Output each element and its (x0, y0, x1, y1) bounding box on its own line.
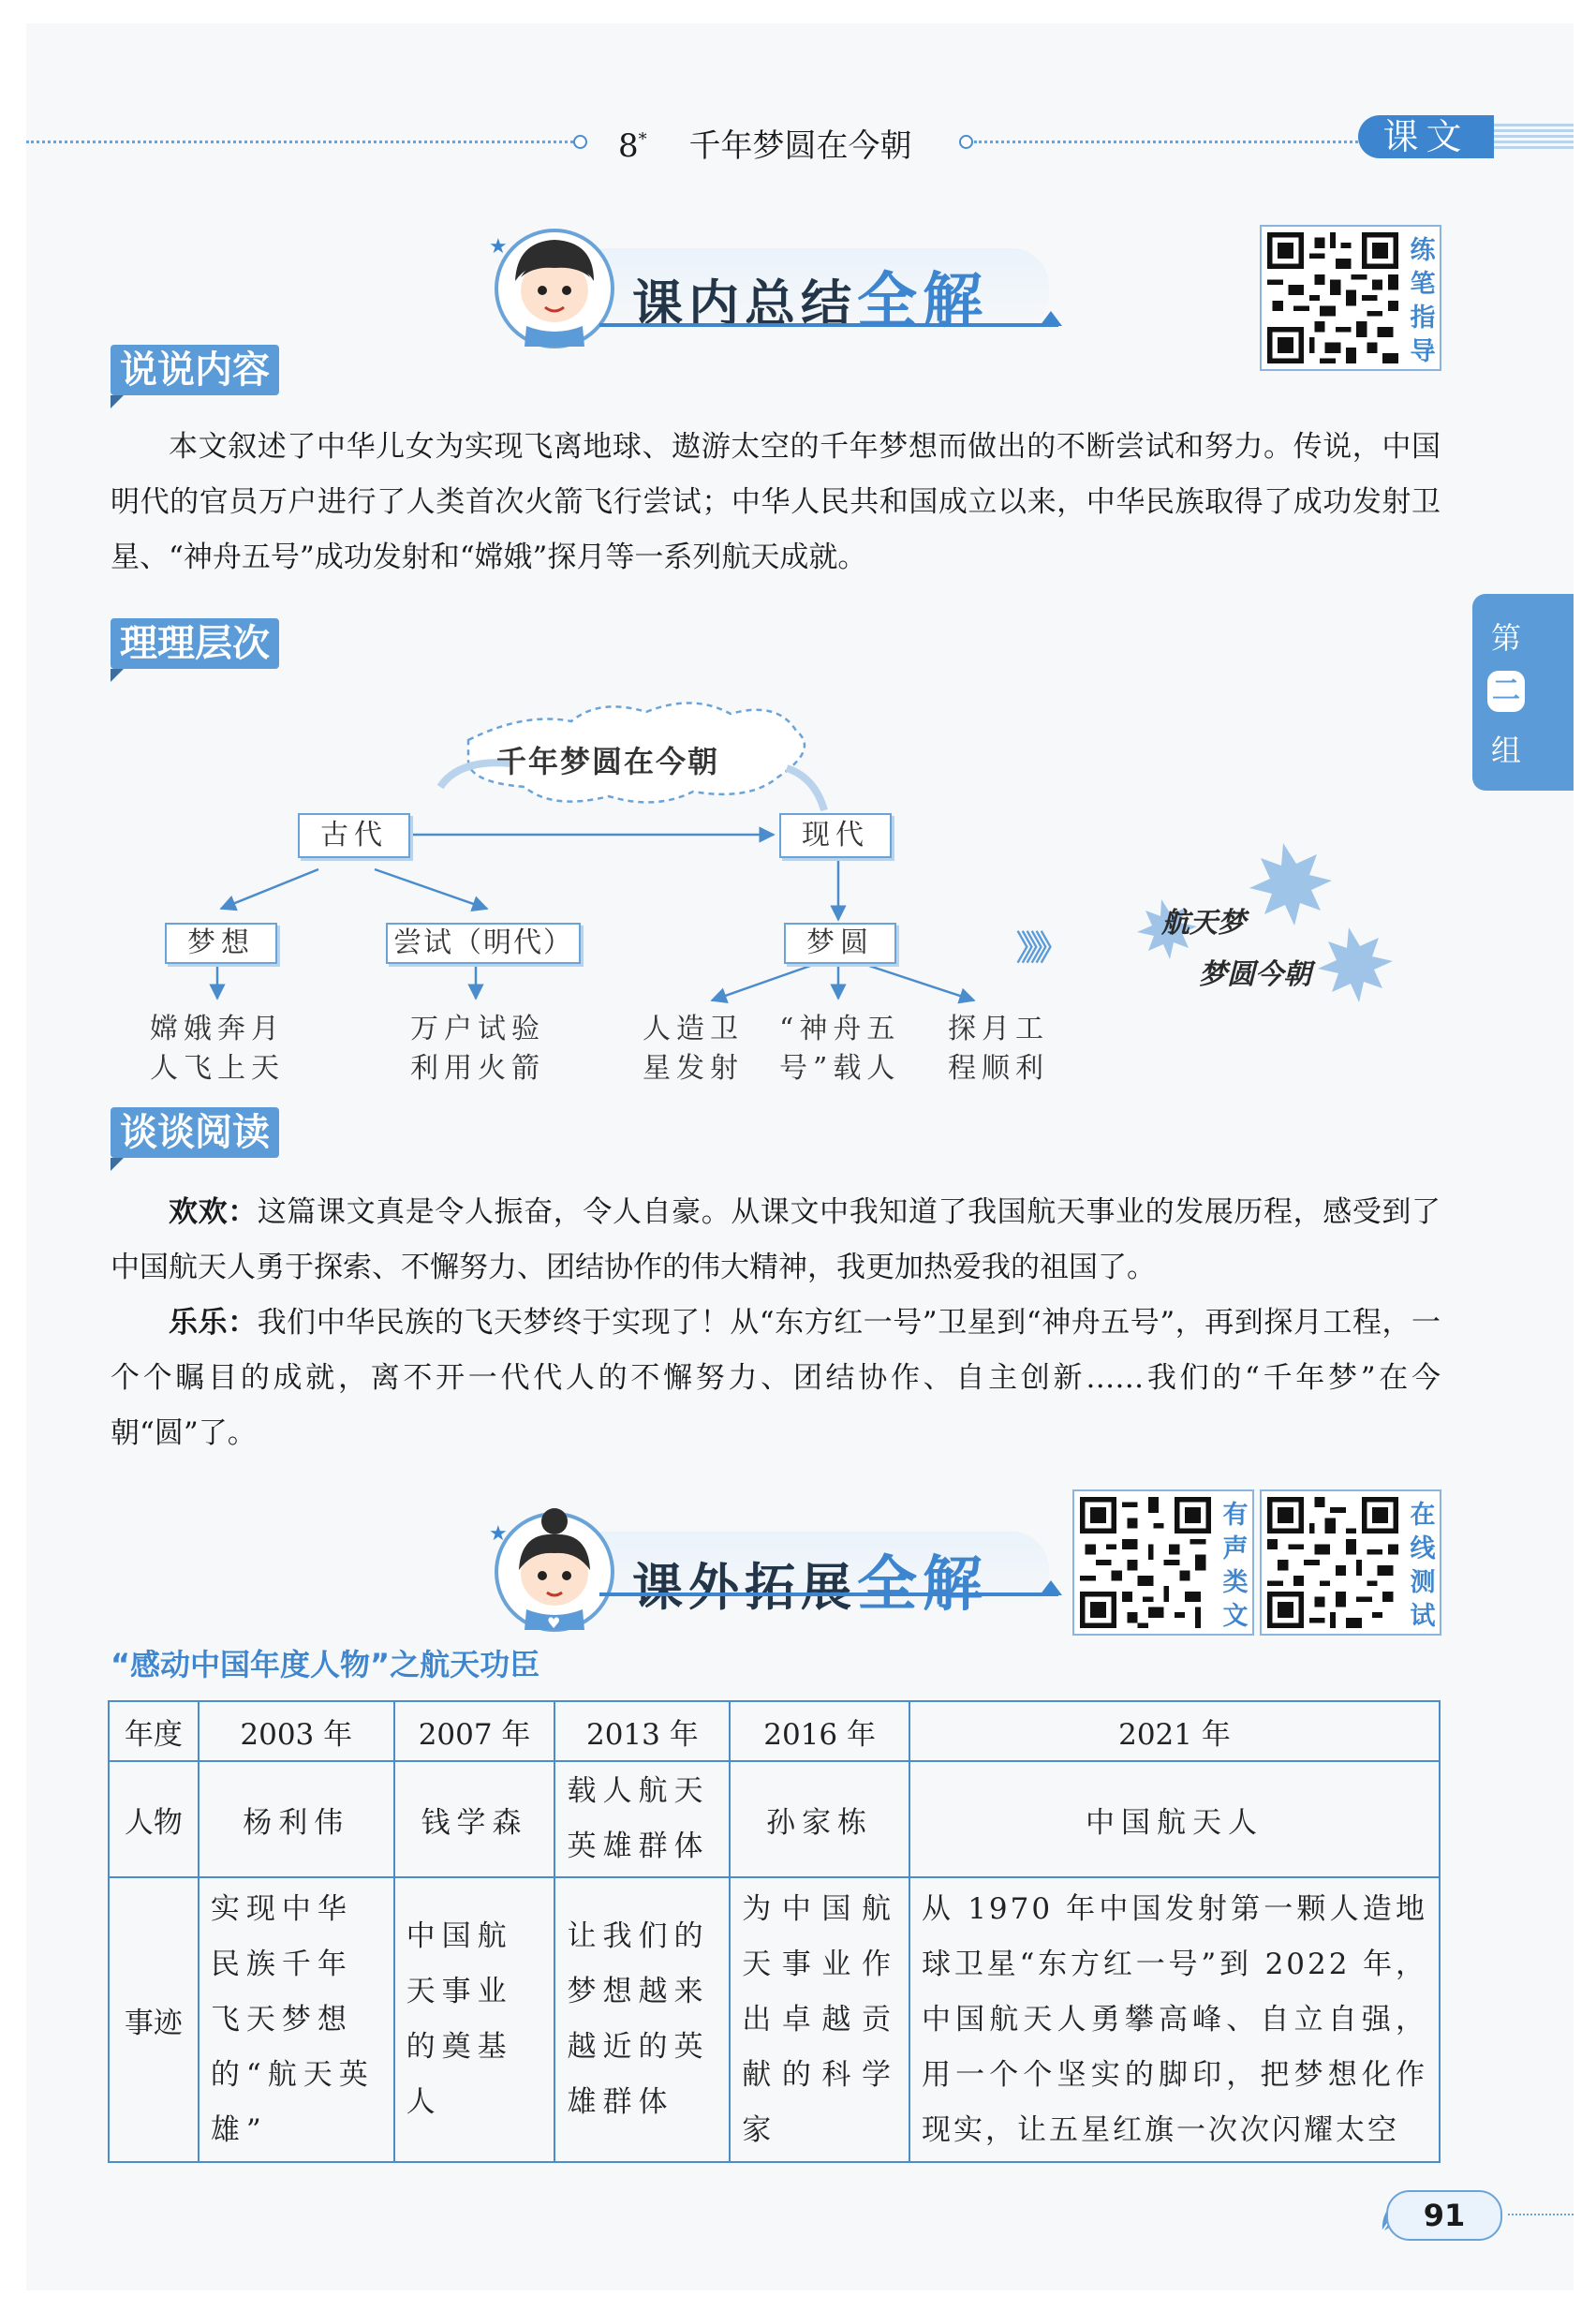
table-row (109, 1701, 1440, 1761)
leaf-attempt (410, 1010, 545, 1089)
tantan-paragraph-1 (111, 1185, 1441, 1296)
leaf-satellite (643, 1010, 744, 1089)
footer-rule (1508, 2214, 1574, 2215)
year-cell: 2016 年 (730, 1701, 909, 1761)
leaf-dream-line1: 嫦娥奔月 (150, 1013, 285, 1045)
leaf-lunar (948, 1010, 1049, 1089)
lesson-mark: * (638, 129, 647, 150)
summary-line2: 梦圆今朝 (1199, 958, 1311, 991)
table-caption: “感动中国年度人物”之航天功臣 (111, 1647, 540, 1682)
unit-side-tab (1472, 594, 1574, 791)
label-lili: 理理层次 (111, 618, 279, 669)
deed-cell: 中国航天事业的奠基人 (394, 1877, 555, 2162)
page-number: 91 (1386, 2190, 1502, 2241)
leaf-lunar-line1: 探月工 (948, 1013, 1049, 1045)
person-cell: 载人航天英雄群体 (554, 1761, 730, 1877)
qr-code-icon (1080, 1497, 1211, 1628)
leaf-attempt-line2: 利用火箭 (410, 1052, 545, 1085)
tantan-text-1: 这篇课文真是令人振奋，令人自豪。从课文中我知道了我国航天事业的发展历程，感受到了中国航天人勇于探索、不懈努力、团结协作的伟大精神，我更加热爱我的祖国了。 (111, 1195, 1441, 1284)
leaf-satellite-line2: 星发射 (643, 1052, 744, 1085)
person-cell: 中国航天人 (909, 1761, 1440, 1877)
label-shuoshuo: 说说内容 (111, 345, 279, 395)
shuoshuo-paragraph: 本文叙述了中华儿女为实现飞离地球、遨游太空的千年梦想而做出的不断尝试和努力。传说，中国明代的官员万户进行了人类首次火箭飞行尝试；中华人民共和国成立以来，中华民族取得了成功发射卫星、“神舟五号”成功发射和“嫦娥”探月等一系列航天成就。 (111, 430, 1441, 574)
deed-cell: 从 1970 年中国发射第一颗人造地球卫星“东方红一号”到 2022 年，中国航天人勇攀高峰、自立自强，用一个个坚实的脚印，把梦想化作现实，让五星红旗一次次闪耀太空 (909, 1877, 1440, 2162)
deed-cell: 让我们的梦想越来越近的英雄群体 (554, 1877, 730, 2162)
section1-title-accent: 全解 (857, 267, 988, 336)
leaf-shenzhou-line2: 号”载人 (779, 1052, 901, 1085)
row-label-person: 人物 (109, 1761, 199, 1877)
svg-text:★: ★ (489, 235, 508, 259)
leaf-lunar-line2: 程顺利 (948, 1052, 1049, 1085)
section2-title-accent: 全解 (857, 1550, 988, 1620)
year-cell: 2021 年 (909, 1701, 1440, 1761)
row-label-year: 年度 (109, 1701, 199, 1761)
arrows-icon: 》》》 (1016, 929, 1062, 968)
svg-text:★: ★ (489, 1522, 508, 1546)
side-tab-top: 第 (1490, 620, 1521, 656)
side-tab-number: 二 (1487, 671, 1525, 712)
leaf-shenzhou (779, 1010, 900, 1089)
heading2-flag-icon (1040, 1578, 1064, 1597)
girl-avatar-icon (480, 1499, 620, 1639)
qr-online-test[interactable] (1260, 1489, 1441, 1636)
leaf-attempt-line1: 万户试验 (410, 1013, 545, 1045)
node-dream: 梦想 (165, 923, 277, 964)
node-ancient: 古代 (298, 813, 410, 858)
year-cell: 2003 年 (199, 1701, 394, 1761)
table-row (109, 1877, 1440, 2162)
qr-audio-text[interactable] (1072, 1489, 1254, 1636)
person-cell: 孙家栋 (730, 1761, 909, 1877)
section2-title (632, 1536, 988, 1622)
speaker-lele: 乐乐： (169, 1306, 258, 1340)
lesson-number: 8 (618, 127, 639, 165)
side-tab-bottom: 组 (1490, 733, 1521, 768)
qr-audio-label: 有声类文 (1222, 1501, 1249, 1631)
leaf-shenzhou-line1: “神舟五 (779, 1013, 901, 1045)
tantan-text-2: 我们中华民族的飞天梦终于实现了！从“东方红一号”卫星到“神舟五号”，再到探月工程，一个个瞩目的成就，离不开一代代人的不懈努力、团结协作、自主创新……我们的“千年梦”在今朝“圆”了。 (111, 1306, 1441, 1450)
qr-practice-label: 练笔指导 (1410, 236, 1436, 366)
summary-line1: 航天梦 (1161, 907, 1246, 940)
node-modern: 现代 (779, 813, 892, 858)
node-fulfill: 梦圆 (784, 923, 896, 964)
year-cell: 2013 年 (554, 1701, 730, 1761)
year-cell: 2007 年 (394, 1701, 555, 1761)
qr-code-icon (1267, 1497, 1398, 1628)
category-tag: 课文 (1358, 115, 1494, 158)
leaf-satellite-line1: 人造卫 (643, 1013, 744, 1045)
tantan-paragraph-2 (111, 1296, 1441, 1461)
lesson-title: 千年梦圆在今朝 (688, 127, 912, 165)
section2-title-main: 课外拓展 (632, 1558, 857, 1617)
person-cell: 钱学森 (394, 1761, 555, 1877)
qr-test-label: 在线测试 (1410, 1501, 1436, 1631)
node-attempt: 尝试（明代） (386, 923, 581, 964)
mindmap-root: 千年梦圆在今朝 (496, 744, 720, 779)
leaf-dream-line2: 人飞上天 (150, 1052, 285, 1085)
table-row (109, 1761, 1440, 1877)
deed-cell: 实现中华民族千年飞天梦想的“航天英雄” (199, 1877, 394, 2162)
deed-cell: 为中国航天事业作出卓越贡献的科学家 (730, 1877, 909, 2162)
leaf-dream (150, 1010, 285, 1089)
row-label-deeds: 事迹 (109, 1877, 199, 2162)
section1-title-main: 课内总结 (632, 274, 857, 333)
svg-text:♥: ♥ (547, 1614, 561, 1632)
label-tantan: 谈谈阅读 (111, 1107, 279, 1158)
speaker-huanhuan: 欢欢： (169, 1195, 258, 1229)
heroes-table (108, 1700, 1441, 2163)
heading2-underline (599, 1593, 1058, 1596)
person-cell: 杨利伟 (199, 1761, 394, 1877)
